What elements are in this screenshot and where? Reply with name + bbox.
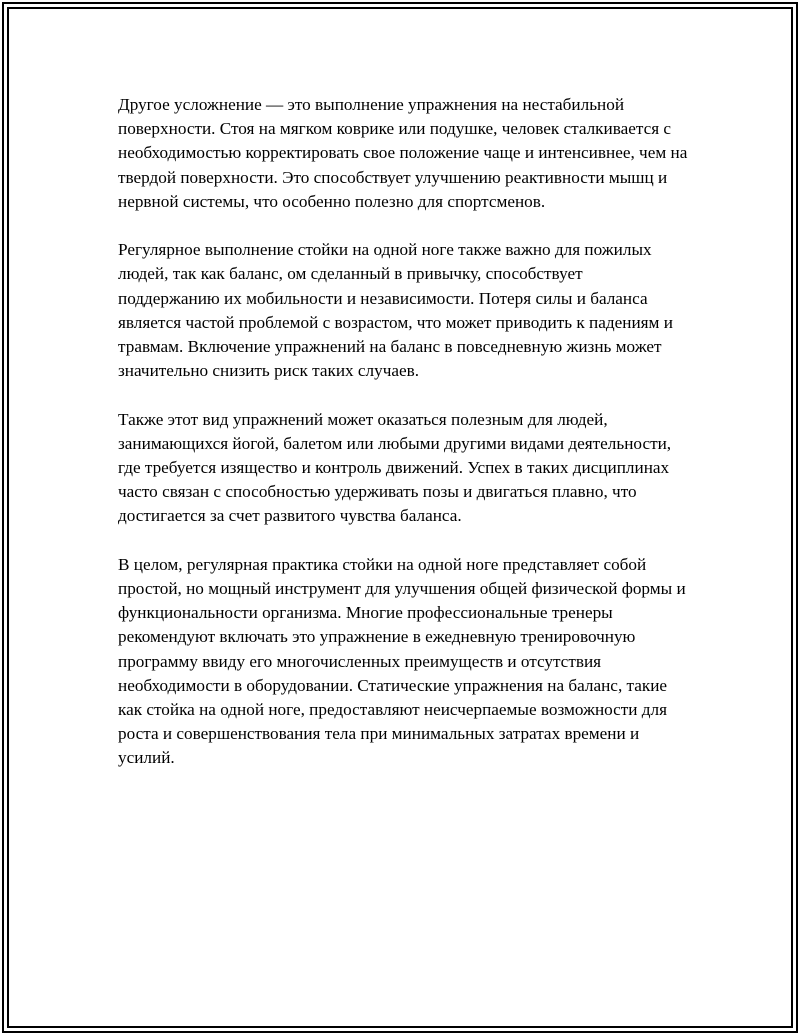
document-body (118, 93, 688, 771)
paragraph-elderly-balance: Регулярное выполнение стойки на одной ноге также важно для пожилых людей, так как баланс, ом сделанный в привычку, способствует поддержанию их мобильности и независимости. Потеря силы и баланса является частой проблемой с возрастом, что может приводить к падениям и травмам. Включение упражнений на баланс в повседневную жизнь может значительно снизить риск таких случаев. (118, 240, 673, 381)
paragraph-yoga-ballet: Также этот вид упражнений может оказаться полезным для людей, занимающихся йогой, балетом или любыми другими видами деятельности, где требуется изящество и контроль движений. Успех в таких дисциплинах часто связан с способностью удерживать позы и двигаться плавно, что достигается за счет развитого чувства баланса. (118, 409, 672, 526)
paragraph-unstable-surface: Другое усложнение — это выполнение упражнения на нестабильной поверхности. Стоя на мягком коврике или подушке, человек сталкивается с необходимостью корректировать свое положение чаще и интенсивнее, чем на твердой поверхности. Это способствует улучшению реактивности мышц и нервной системы, что особенно полезно для спортсменов. (118, 95, 688, 211)
paragraph-conclusion: В целом, регулярная практика стойки на одной ноге представляет собой простой, но мощный инструмент для улучшения общей физической формы и функциональности организма. Многие профессиональные тренеры рекомендуют включать это упражнение в ежедневную тренировочную программу ввиду его многочисленных преимуществ и отсутствия необходимости в оборудовании. Статические упражнения на баланс, такие как стойка на одной ноге, предоставляют неисчерпаемые возможности для роста и совершенствования тела при минимальных затратах времени и усилий. (118, 554, 686, 768)
